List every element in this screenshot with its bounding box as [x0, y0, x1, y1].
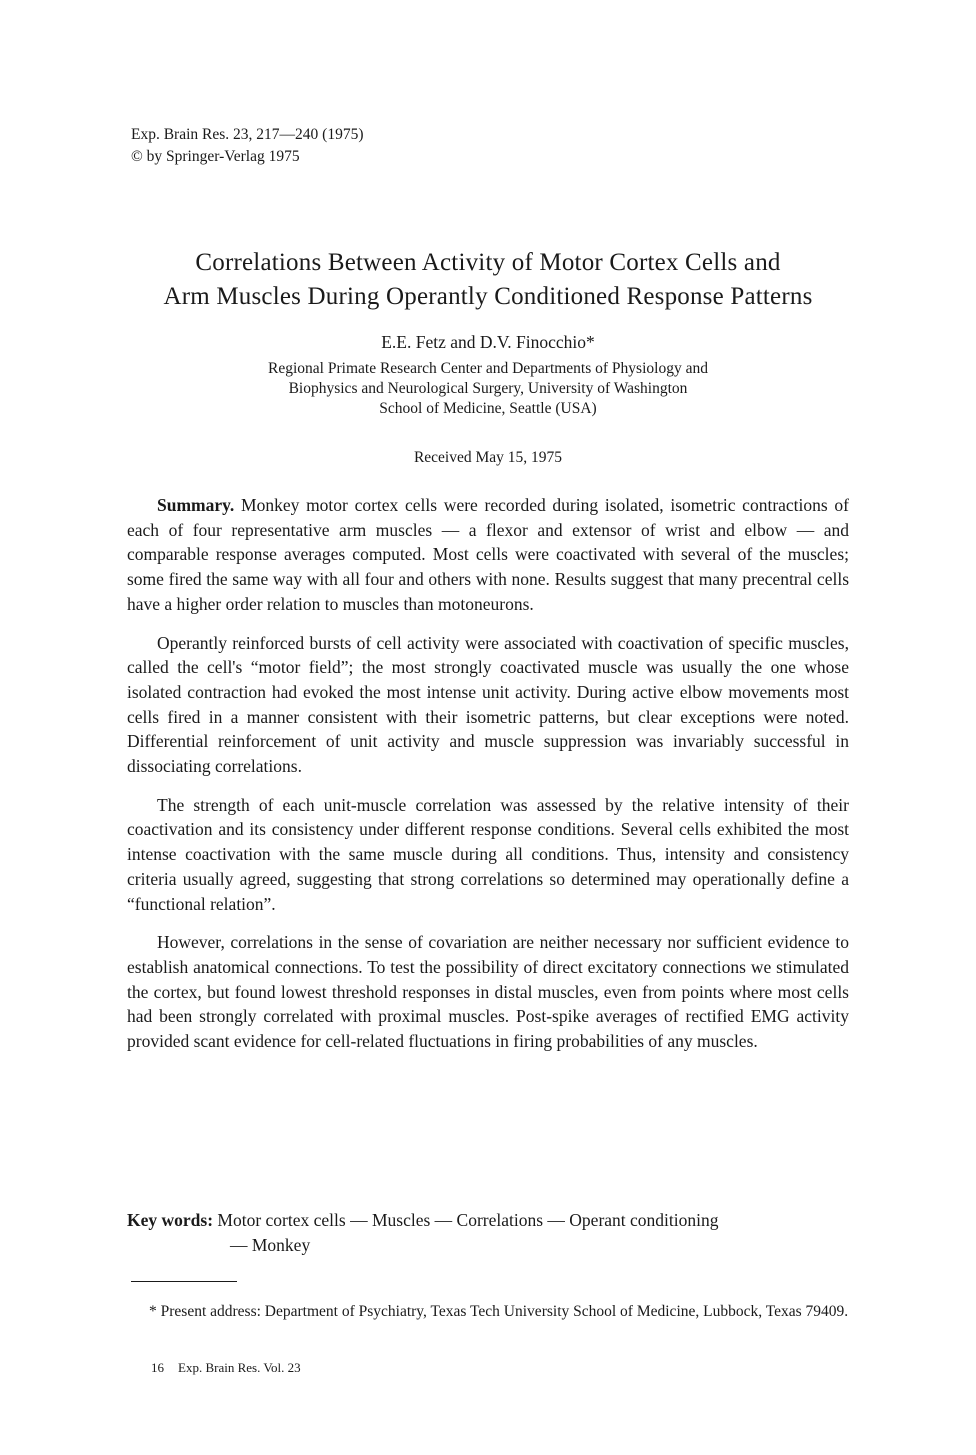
- abstract-paragraph-1-text: Monkey motor cortex cells were recorded during isolated, isometric contractions of each of four representative arm muscles — a flexor and extensor of wrist and elbow — and comparable response averages computed. Most cells were coactivated with several of the muscles; some fired the same way with all four and others with none. Results suggest that many precentral cells have a higher order relation to muscles than motoneurons.: [127, 495, 849, 614]
- received-date: Received May 15, 1975: [413, 449, 563, 466]
- abstract-paragraph-2: Operantly reinforced bursts of cell activity were associated with coactivation of specific muscles, called the cell's “motor field”; the most strongly coactivated muscle was usually the one whose isolated contraction had evoked the most intense unit activity. During active elbow movements most cells fired in a manner consistent with their isometric patterns, but clear exceptions were noted. Differential reinforcement of unit activity and muscle suppression was invariably successful in dissociating correlations.: [127, 632, 849, 777]
- paper-title-line-2: Arm Muscles During Operantly Conditioned Response Patterns: [163, 283, 813, 310]
- keywords-line-2: — Monkey: [230, 1234, 311, 1255]
- abstract-paragraph-1: [127, 493, 849, 617]
- affiliation-line-2: Biophysics and Neurological Surgery, University of Washington: [288, 380, 688, 397]
- journal-volume: Exp. Brain Res. Vol. 23: [178, 1360, 301, 1375]
- footnote-text: * Present address: Department of Psychiatry, Texas Tech University School of Medicine, Lubbock, Texas 79409.: [149, 1303, 849, 1320]
- journal-citation: Exp. Brain Res. 23, 217—240 (1975): [131, 126, 364, 143]
- author-affiliation: [100, 359, 876, 419]
- footnote: [124, 1301, 850, 1322]
- footnote-divider: [131, 1281, 237, 1282]
- author-list: E.E. Fetz and D.V. Finocchio*: [381, 332, 595, 352]
- affiliation-line-3: School of Medicine, Seattle (USA): [379, 400, 597, 417]
- summary-label: Summary.: [157, 495, 235, 515]
- paper-title: [100, 246, 876, 314]
- affiliation-line-1: Regional Primate Research Center and Departments of Physiology and: [268, 360, 708, 377]
- paper-title-line-1: Correlations Between Activity of Motor Cortex Cells and: [195, 249, 781, 276]
- abstract-paragraph-4: However, correlations in the sense of covariation are neither necessary nor sufficient evidence to establish anatomical connections. To test the possibility of direct excitatory connections we stimulated the cortex, but found lowest threshold responses in distal muscles, even from points where most cells had been strongly correlated with proximal muscles. Post-spike averages of rectified EMG activity provided scant evidence for cell-related fluctuations in firing probabilities of any muscles.: [127, 932, 849, 1052]
- keywords-list: Motor cortex cells — Muscles — Correlations — Operant conditioning: [217, 1210, 719, 1230]
- page-footer: [151, 1359, 301, 1377]
- copyright-notice: © by Springer-Verlag 1975: [131, 148, 300, 165]
- abstract-paragraph-3: The strength of each unit-muscle correlation was assessed by the relative intensity of their coactivation and its consistency under different response conditions. Several cells exhibited the most intense coactivation with the same muscle during all conditions. Thus, intensity and consistency criteria usually agreed, suggesting that strong correlations so determined may operationally define a “functional relation”.: [127, 794, 849, 914]
- abstract: [127, 493, 849, 1068]
- keywords-line-1: [127, 1208, 849, 1233]
- page-number: 16: [151, 1360, 164, 1375]
- keywords: [127, 1208, 849, 1257]
- keywords-label: Key words:: [127, 1210, 214, 1230]
- journal-reference: [131, 124, 363, 168]
